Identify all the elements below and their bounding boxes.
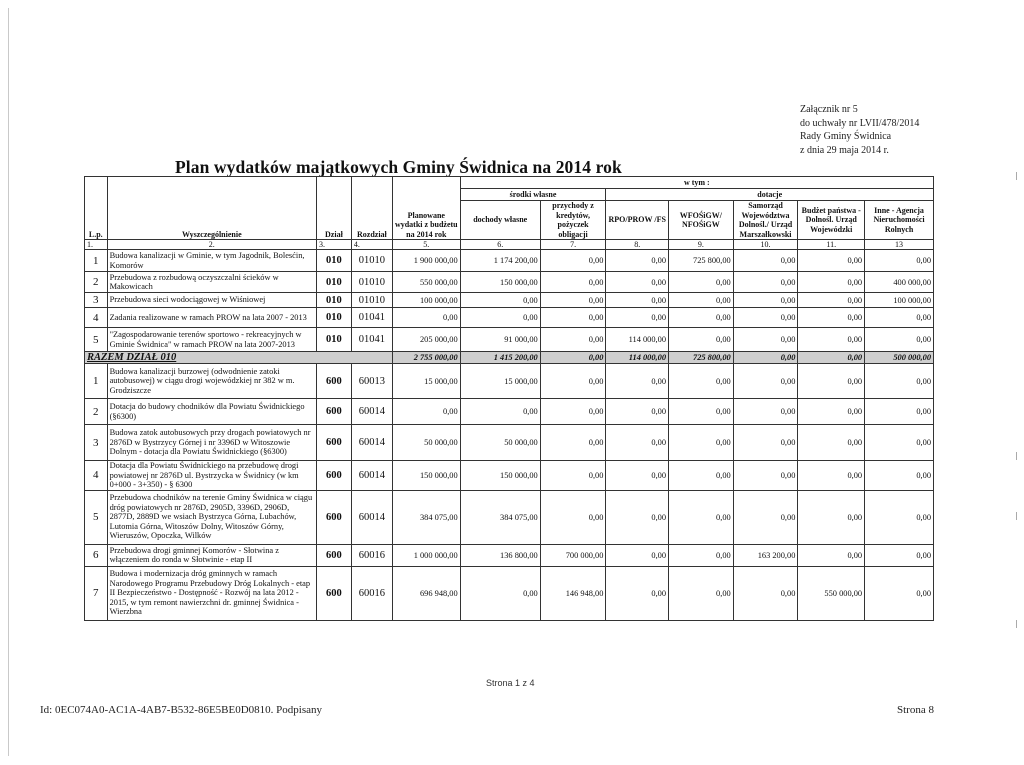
header-state-budget: Budżet państwa - Dolnośl. Urząd Wojewódzki xyxy=(798,201,865,240)
row-rozdzial: 60014 xyxy=(351,461,392,491)
row-rozdzial: 01010 xyxy=(351,250,392,272)
column-number-row xyxy=(85,240,934,250)
table-row xyxy=(85,272,934,293)
row-own-income: 15 000,00 xyxy=(460,364,540,399)
row-planned: 1 900 000,00 xyxy=(392,250,460,272)
row-planned: 50 000,00 xyxy=(392,425,460,461)
column-number: 4. xyxy=(351,240,392,250)
table-row xyxy=(85,461,934,491)
row-voivodeship: 0,00 xyxy=(733,461,798,491)
row-state-budget: 0,00 xyxy=(798,461,865,491)
row-loans: 0,00 xyxy=(540,364,606,399)
row-number: 2 xyxy=(85,272,108,293)
row-rpo: 0,00 xyxy=(606,364,669,399)
row-other: 0,00 xyxy=(865,490,934,544)
row-planned: 384 075,00 xyxy=(392,490,460,544)
table-row xyxy=(85,490,934,544)
column-number: 13 xyxy=(865,240,934,250)
section-600 xyxy=(85,364,934,621)
row-voivodeship: 0,00 xyxy=(733,250,798,272)
row-state-budget: 0,00 xyxy=(798,399,865,425)
column-number: 2. xyxy=(107,240,316,250)
row-rpo: 0,00 xyxy=(606,272,669,293)
table-row xyxy=(85,364,934,399)
row-voivodeship: 163 200,00 xyxy=(733,544,798,566)
column-number: 6. xyxy=(460,240,540,250)
row-state-budget: 0,00 xyxy=(798,544,865,566)
row-other: 0,00 xyxy=(865,308,934,328)
total-state-budget: 0,00 xyxy=(798,352,865,364)
row-description: Dotacja dla Powiatu Świdnickiego na przebudowę drogi powiatowej nr 2876D ul. Bystrzycka w Świdnicy (w km 0+000 - 3+350) - § 6300 xyxy=(107,461,316,491)
column-number: 3. xyxy=(316,240,351,250)
row-state-budget: 0,00 xyxy=(798,272,865,293)
header-voivodeship: Samorząd Województwa Dolnośl./ Urząd Marszałkowski xyxy=(733,201,798,240)
row-loans: 0,00 xyxy=(540,490,606,544)
row-dzial: 010 xyxy=(316,250,351,272)
row-wfosigw: 0,00 xyxy=(669,272,734,293)
section-010-total xyxy=(85,352,934,364)
row-planned: 150 000,00 xyxy=(392,461,460,491)
expenditure-table xyxy=(84,176,934,621)
row-wfosigw: 0,00 xyxy=(669,399,734,425)
row-rozdzial: 60016 xyxy=(351,566,392,620)
header-planned: Planowane wydatki z budżetu na 2014 rok xyxy=(392,177,460,240)
column-number: 9. xyxy=(669,240,734,250)
row-description: Przebudowa sieci wodociągowej w Wiśniowej xyxy=(107,293,316,308)
header-grants: dotacje xyxy=(606,189,934,201)
row-loans: 0,00 xyxy=(540,399,606,425)
total-own-income: 1 415 200,00 xyxy=(460,352,540,364)
header-other: Inne - Agencja Nieruchomości Rolnych xyxy=(865,201,934,240)
row-description: Budowa kanalizacji w Gminie, w tym Jagodnik, Bolesćin, Komorów xyxy=(107,250,316,272)
table-row xyxy=(85,308,934,328)
row-number: 1 xyxy=(85,250,108,272)
row-rpo: 0,00 xyxy=(606,461,669,491)
row-wfosigw: 0,00 xyxy=(669,425,734,461)
row-description: Zadania realizowane w ramach PROW na lata 2007 - 2013 xyxy=(107,308,316,328)
row-other: 0,00 xyxy=(865,399,934,425)
row-dzial: 010 xyxy=(316,328,351,352)
total-rpo: 114 000,00 xyxy=(606,352,669,364)
column-number: 1. xyxy=(85,240,108,250)
row-dzial: 600 xyxy=(316,544,351,566)
row-description: "Zagospodarowanie terenów sportowo - rekreacyjnych w Gminie Świdnica" w ramach PROW na lata 2007-2013 xyxy=(107,328,316,352)
row-rozdzial: 60014 xyxy=(351,490,392,544)
row-rozdzial: 01041 xyxy=(351,328,392,352)
header-own-income: dochody własne xyxy=(460,201,540,240)
row-wfosigw: 0,00 xyxy=(669,364,734,399)
row-wfosigw: 0,00 xyxy=(669,461,734,491)
row-other: 0,00 xyxy=(865,250,934,272)
table-header xyxy=(85,177,934,250)
row-planned: 0,00 xyxy=(392,399,460,425)
row-rozdzial: 60016 xyxy=(351,544,392,566)
document-id: Id: 0EC074A0-AC1A-4AB7-B532-86E5BE0D0810. Podpisany xyxy=(40,704,323,716)
page-counter: Strona 1 z 4 xyxy=(486,678,535,688)
header-rozdzial: Rozdział xyxy=(351,177,392,240)
table-row xyxy=(85,425,934,461)
row-voivodeship: 0,00 xyxy=(733,308,798,328)
row-number: 3 xyxy=(85,293,108,308)
row-state-budget: 550 000,00 xyxy=(798,566,865,620)
row-dzial: 600 xyxy=(316,566,351,620)
row-own-income: 0,00 xyxy=(460,399,540,425)
row-wfosigw: 0,00 xyxy=(669,328,734,352)
row-voivodeship: 0,00 xyxy=(733,490,798,544)
row-loans: 0,00 xyxy=(540,293,606,308)
row-voivodeship: 0,00 xyxy=(733,328,798,352)
row-number: 5 xyxy=(85,328,108,352)
row-own-income: 0,00 xyxy=(460,566,540,620)
row-rpo: 114 000,00 xyxy=(606,328,669,352)
row-rozdzial: 60014 xyxy=(351,399,392,425)
row-planned: 15 000,00 xyxy=(392,364,460,399)
row-planned: 550 000,00 xyxy=(392,272,460,293)
table-row xyxy=(85,566,934,620)
row-state-budget: 0,00 xyxy=(798,293,865,308)
attachment-line: Załącznik nr 5 xyxy=(800,104,858,115)
row-dzial: 600 xyxy=(316,399,351,425)
page-number: Strona 8 xyxy=(897,704,934,716)
total-planned: 2 755 000,00 xyxy=(392,352,460,364)
header-w-tym: w tym : xyxy=(460,177,933,189)
row-rpo: 0,00 xyxy=(606,425,669,461)
row-own-income: 0,00 xyxy=(460,308,540,328)
scan-mark xyxy=(1016,512,1017,520)
row-rozdzial: 01041 xyxy=(351,308,392,328)
row-description: Budowa zatok autobusowych przy drogach powiatowych nr 2876D w Bystrzycy Górnej i nr 3396D w Witoszowie Dolnym - dotacja dla Powiatu Świdnickiego (§6300) xyxy=(107,425,316,461)
row-loans: 0,00 xyxy=(540,272,606,293)
header-dzial: Dział xyxy=(316,177,351,240)
column-number: 7. xyxy=(540,240,606,250)
row-own-income: 136 800,00 xyxy=(460,544,540,566)
document-title: Plan wydatków majątkowych Gminy Świdnica na 2014 rok xyxy=(175,157,622,177)
table-row xyxy=(85,399,934,425)
attachment-line: Rady Gminy Świdnica xyxy=(800,131,892,142)
total-other: 500 000,00 xyxy=(865,352,934,364)
header-loans: przychody z kredytów, pożyczek obligacji xyxy=(540,201,606,240)
row-other: 0,00 xyxy=(865,544,934,566)
attachment-line: do uchwały nr LVII/478/2014 xyxy=(800,117,920,129)
row-state-budget: 0,00 xyxy=(798,308,865,328)
row-number: 1 xyxy=(85,364,108,399)
row-other: 400 000,00 xyxy=(865,272,934,293)
row-number: 2 xyxy=(85,399,108,425)
row-rpo: 0,00 xyxy=(606,566,669,620)
row-rozdzial: 60013 xyxy=(351,364,392,399)
row-rozdzial: 60014 xyxy=(351,425,392,461)
scan-mark xyxy=(1016,172,1017,180)
row-state-budget: 0,00 xyxy=(798,364,865,399)
row-voivodeship: 0,00 xyxy=(733,566,798,620)
total-row xyxy=(85,352,934,364)
header-rpo: RPO/PROW /FS xyxy=(606,201,669,240)
row-wfosigw: 0,00 xyxy=(669,566,734,620)
row-loans: 0,00 xyxy=(540,425,606,461)
row-voivodeship: 0,00 xyxy=(733,399,798,425)
row-rpo: 0,00 xyxy=(606,544,669,566)
row-loans: 146 948,00 xyxy=(540,566,606,620)
row-other: 0,00 xyxy=(865,461,934,491)
row-description: Przebudowa drogi gminnej Komorów - Słotwina z włączeniem do ronda w Słotwinie - etap II xyxy=(107,544,316,566)
row-state-budget: 0,00 xyxy=(798,250,865,272)
row-loans: 0,00 xyxy=(540,308,606,328)
total-loans: 0,00 xyxy=(540,352,606,364)
row-number: 3 xyxy=(85,425,108,461)
row-planned: 1 000 000,00 xyxy=(392,544,460,566)
row-dzial: 010 xyxy=(316,308,351,328)
row-rozdzial: 01010 xyxy=(351,293,392,308)
row-rpo: 0,00 xyxy=(606,399,669,425)
row-other: 0,00 xyxy=(865,566,934,620)
total-voivodeship: 0,00 xyxy=(733,352,798,364)
row-loans: 700 000,00 xyxy=(540,544,606,566)
row-voivodeship: 0,00 xyxy=(733,293,798,308)
row-own-income: 0,00 xyxy=(460,293,540,308)
row-dzial: 600 xyxy=(316,364,351,399)
row-state-budget: 0,00 xyxy=(798,328,865,352)
table-row xyxy=(85,250,934,272)
attachment-note xyxy=(800,103,919,157)
scan-mark xyxy=(1016,452,1017,460)
total-wfosigw: 725 800,00 xyxy=(669,352,734,364)
row-state-budget: 0,00 xyxy=(798,490,865,544)
row-number: 5 xyxy=(85,490,108,544)
table-row xyxy=(85,544,934,566)
column-number: 10. xyxy=(733,240,798,250)
header-own-funds: środki własne xyxy=(460,189,606,201)
row-dzial: 600 xyxy=(316,425,351,461)
header-lp: L.p. xyxy=(85,177,108,240)
row-number: 4 xyxy=(85,461,108,491)
header-description: Wyszczególnienie xyxy=(107,177,316,240)
row-number: 4 xyxy=(85,308,108,328)
column-number: 11. xyxy=(798,240,865,250)
row-loans: 0,00 xyxy=(540,461,606,491)
row-rpo: 0,00 xyxy=(606,490,669,544)
row-state-budget: 0,00 xyxy=(798,425,865,461)
row-dzial: 010 xyxy=(316,293,351,308)
row-rpo: 0,00 xyxy=(606,293,669,308)
row-dzial: 600 xyxy=(316,490,351,544)
row-loans: 0,00 xyxy=(540,328,606,352)
column-number: 5. xyxy=(392,240,460,250)
row-own-income: 50 000,00 xyxy=(460,425,540,461)
row-voivodeship: 0,00 xyxy=(733,272,798,293)
header-wfosigw: WFOŚiGW/ NFOŚiGW xyxy=(669,201,734,240)
row-rpo: 0,00 xyxy=(606,250,669,272)
row-description: Przebudowa z rozbudową oczyszczalni ścieków w Makowicach xyxy=(107,272,316,293)
row-number: 6 xyxy=(85,544,108,566)
row-loans: 0,00 xyxy=(540,250,606,272)
row-other: 0,00 xyxy=(865,364,934,399)
row-other: 0,00 xyxy=(865,328,934,352)
row-wfosigw: 0,00 xyxy=(669,490,734,544)
attachment-line: z dnia 29 maja 2014 r. xyxy=(800,144,889,156)
total-label: RAZEM DZIAŁ 010 xyxy=(85,352,393,364)
row-other: 100 000,00 xyxy=(865,293,934,308)
row-voivodeship: 0,00 xyxy=(733,425,798,461)
row-planned: 696 948,00 xyxy=(392,566,460,620)
row-wfosigw: 725 800,00 xyxy=(669,250,734,272)
row-rpo: 0,00 xyxy=(606,308,669,328)
column-number: 8. xyxy=(606,240,669,250)
row-description: Dotacja do budowy chodników dla Powiatu Świdnickiego (§6300) xyxy=(107,399,316,425)
row-own-income: 1 174 200,00 xyxy=(460,250,540,272)
row-rozdzial: 01010 xyxy=(351,272,392,293)
row-description: Przebudowa chodników na terenie Gminy Świdnica w ciągu dróg powiatowych nr 2876D, 2905D, 3396D, 2906D, 2877D, 2889D we wsiach Bystrzyca Górna, Lubachów, Lutomia Górna, Witoszów Dolny, Witoszów Górny, Wieruszów, Opoczka, Wilków xyxy=(107,490,316,544)
row-dzial: 010 xyxy=(316,272,351,293)
row-number: 7 xyxy=(85,566,108,620)
row-voivodeship: 0,00 xyxy=(733,364,798,399)
row-own-income: 384 075,00 xyxy=(460,490,540,544)
row-wfosigw: 0,00 xyxy=(669,293,734,308)
row-wfosigw: 0,00 xyxy=(669,308,734,328)
row-own-income: 91 000,00 xyxy=(460,328,540,352)
row-planned: 0,00 xyxy=(392,308,460,328)
row-dzial: 600 xyxy=(316,461,351,491)
row-description: Budowa i modernizacja dróg gminnych w ramach Narodowego Programu Przebudowy Dróg Lokalnych - etap II Bezpieczeństwo - Dostępność - Rozwój na lata 2012 - 2015, w tym remont nawierzchni dr. gminnej Świdnica - Wierzbna xyxy=(107,566,316,620)
row-planned: 205 000,00 xyxy=(392,328,460,352)
scan-mark xyxy=(1016,620,1017,628)
row-own-income: 150 000,00 xyxy=(460,461,540,491)
table-row xyxy=(85,293,934,308)
row-wfosigw: 0,00 xyxy=(669,544,734,566)
section-010 xyxy=(85,250,934,352)
row-own-income: 150 000,00 xyxy=(460,272,540,293)
table-row xyxy=(85,328,934,352)
row-planned: 100 000,00 xyxy=(392,293,460,308)
row-description: Budowa kanalizacji burzowej (odwodnienie zatoki autobusowej) w ciągu drogi wojewódzkiej nr 382 w m. Grodziszcze xyxy=(107,364,316,399)
row-other: 0,00 xyxy=(865,425,934,461)
